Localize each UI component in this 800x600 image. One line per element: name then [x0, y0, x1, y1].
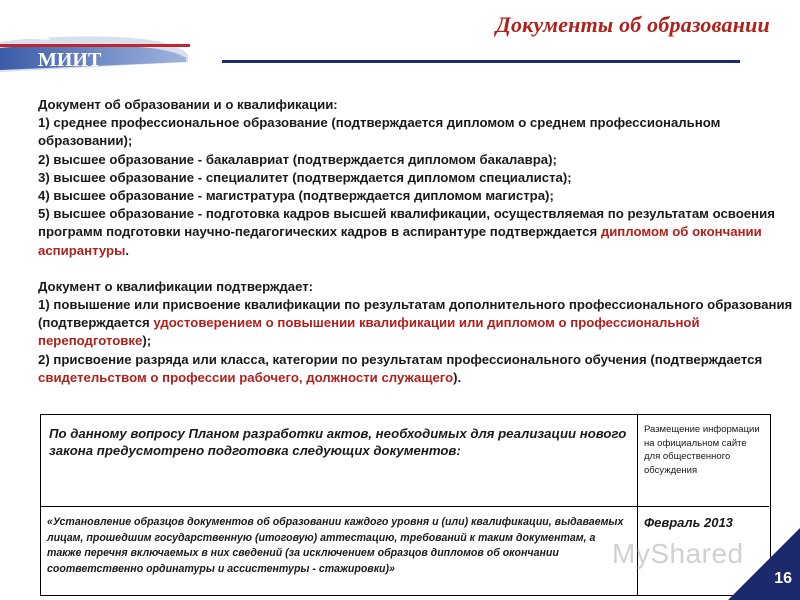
- section2-heading: Документ о квалификации подтверждает:: [38, 278, 314, 294]
- page-title: Документы об образовании: [495, 12, 770, 37]
- section2-item1-text: 1) повышение или присвоение квалификации по результатам дополнительного профессионального образования (подтверждается: [38, 297, 793, 331]
- content-body: [38, 96, 798, 387]
- table-row-left: [41, 507, 638, 595]
- table-header-left-text: По данному вопросу Планом разработки актов, необходимых для реализации нового закона предусмотрено подготовка следующих документов:: [49, 426, 627, 458]
- section1-item3: 3) высшее образование - специалитет (подтверждается дипломом специалиста);: [38, 169, 572, 185]
- section2-item2: [38, 351, 798, 387]
- section1-item4: 4) высшее образование - магистратура (подтверждается дипломом магистра);: [38, 188, 554, 204]
- section1-item5-end: .: [125, 242, 130, 258]
- section1-item5: [38, 205, 798, 260]
- section2-item2-end: ).: [453, 369, 462, 385]
- table-header-right-text: Размещение информации на официальном сайте для общественного обсуждения: [644, 424, 760, 476]
- slide-corner-triangle: [728, 528, 800, 600]
- table-row-right-text: Февраль 2013: [644, 515, 733, 530]
- watermark: MyShared: [612, 538, 744, 569]
- section2-item1: [38, 296, 798, 351]
- table-row-left-text: «Установление образцов документов об образовании каждого уровня и (или) квалификации, выдаваемых лицам, прошедшим государственную (итоговую) аттестацию, требований к таким документам, а также перечня включаемых в них сведений (за исключением образцов дипломов об окончании соответственно ординатуры и ассистентуры - стажировки)»: [47, 516, 624, 575]
- table-header-left: [41, 415, 638, 507]
- miit-logo: [0, 0, 190, 90]
- section1-item2: 2) высшее образование - бакалавриат (подтверждается дипломом бакалавра);: [38, 151, 557, 167]
- section1-item1: 1) среднее профессиональное образование (подтверждается дипломом о среднем профессиональном образовании);: [38, 115, 721, 149]
- section2-item2-highlight: свидетельством о профессии рабочего, должности служащего: [38, 369, 454, 385]
- table-header-right: [638, 415, 769, 507]
- section1-heading: Документ об образовании и о квалификации:: [38, 97, 338, 112]
- section1-item5-text: 5) высшее образование - подготовка кадров высшей квалификации, осуществляемая по результатам освоения программ подготовки научно-педагогических кадров в аспирантуре подтверждается: [38, 206, 775, 240]
- section2-item1-end: );: [142, 333, 152, 349]
- logo-text: МИИТ: [38, 49, 102, 71]
- section2-item1-highlight: удостоверением о повышении квалификации или дипломом о профессиональной переподготовке: [38, 315, 700, 349]
- title-underline: [222, 60, 740, 63]
- slide-number: 16: [774, 570, 792, 587]
- section2-item2-text: 2) присвоение разряда или класса, категории по результатам профессионального обучения (подтверждается: [38, 351, 763, 367]
- section1-item5-highlight: дипломом об окончании аспирантуры: [38, 224, 762, 258]
